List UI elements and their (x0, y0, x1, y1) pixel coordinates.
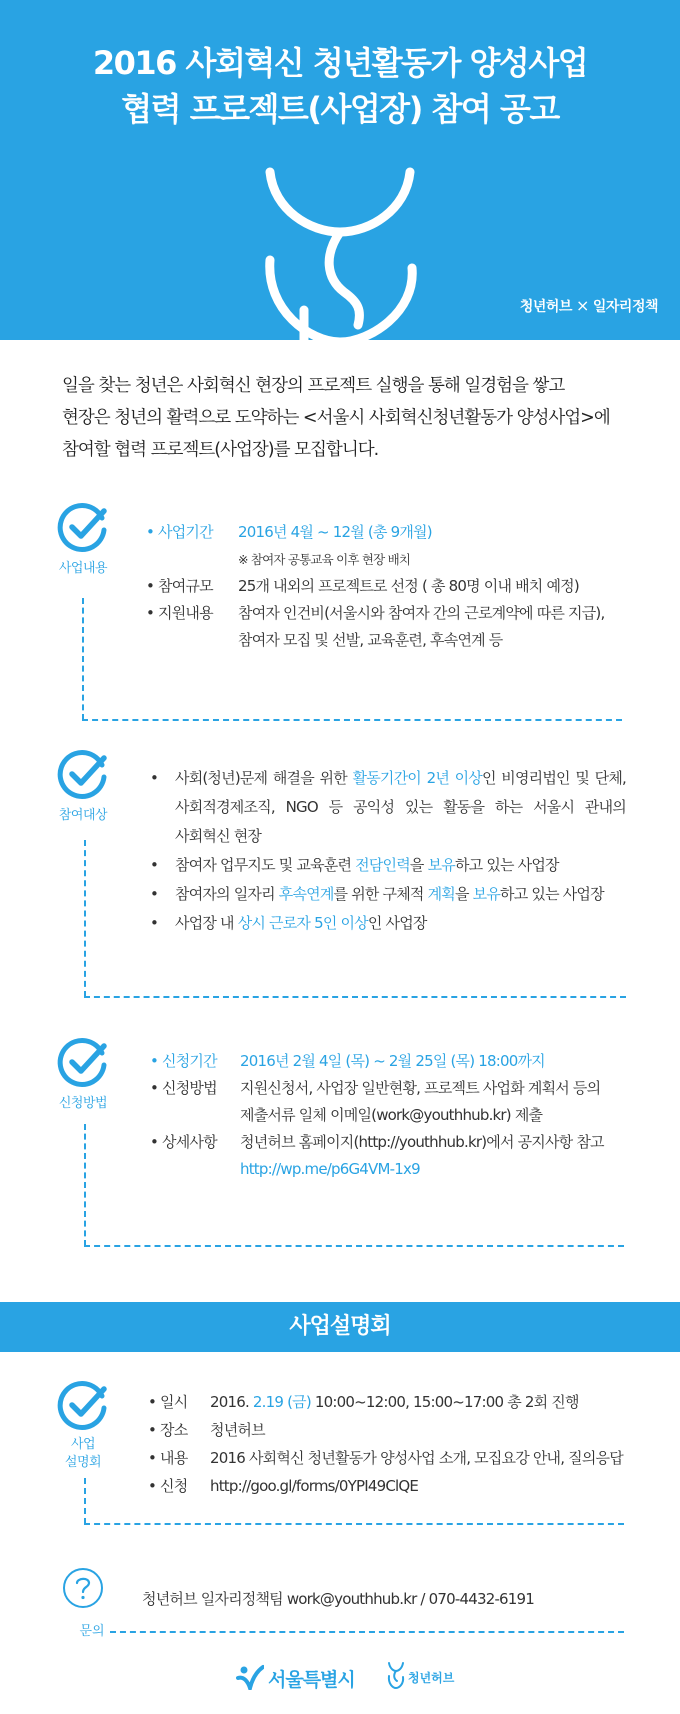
row-key: 신청기간 (162, 1052, 217, 1070)
briefing-row-content: • 내용 2016 사회혁신 청년활동가 양성사업 소개, 모집요강 안내, 질의응답 (148, 1444, 648, 1472)
row-value: 2016년 4월 ~ 12월 (총 9개월) (238, 523, 432, 541)
apply-rows (150, 1048, 650, 1183)
title-line-2: 협력 프로젝트(사업장) 참여 공고 (121, 90, 559, 128)
apply-section-icon (50, 1035, 116, 1113)
target-section-icon (50, 747, 116, 825)
list-item: • 사업장 내 상시 근로자 5인 이상인 사업장 (150, 914, 427, 932)
business-rows (146, 519, 646, 654)
section-label: 사업 설명회 (64, 1437, 102, 1470)
partner-x: × (575, 296, 589, 315)
question-circle-icon (61, 1566, 105, 1610)
row-value: 2016년 2월 4일 (목) ~ 2월 25일 (목) 18:00까지 (240, 1052, 545, 1070)
row-key: 장소 (160, 1421, 188, 1439)
section-label: 참여대상 (58, 808, 108, 823)
footer-logos (0, 1658, 680, 1698)
divider (82, 719, 622, 721)
row-value: 2016. 2.19 (금) 10:00~12:00, 15:00~17:00 총 2회 진행 (210, 1393, 579, 1411)
apply-row-method-cont: 제출서류 일체 이메일(work@youthhub.kr) 제출 (240, 1106, 543, 1124)
briefing-rows (148, 1388, 648, 1500)
divider (82, 598, 84, 720)
apply-row-period: • 신청기간 2016년 2월 4일 (목) ~ 2월 25일 (목) 18:00까지 (150, 1048, 650, 1075)
business-row-support: • 지원내용 참여자 인건비(서울시와 참여자 간의 근로계약에 따른 지급), (146, 600, 646, 627)
contact-section-icon (50, 1566, 116, 1610)
section-label: 문의 (79, 1624, 105, 1639)
row-value: 지원신청서, 사업장 일반현황, 프로젝트 사업화 계획서 등의 (240, 1079, 601, 1097)
row-value: 청년허브 (210, 1421, 265, 1439)
business-row-support-cont: 참여자 모집 및 선발, 교육훈련, 후속연계 등 (238, 631, 503, 649)
intro-line: 현장은 청년의 활력으로 도약하는 <서울시 사회혁신청년활동가 양성사업>에 (62, 408, 610, 428)
row-value: 2016 사회혁신 청년활동가 양성사업 소개, 모집요강 안내, 질의응답 (210, 1449, 623, 1467)
partner-job-policy: 일자리정책 (592, 299, 658, 315)
list-item: • 사회(청년)문제 해결을 위한 활동기간이 2년 이상인 비영리법인 및 단체, 사회적경제조직, NGO 등 공익성 있는 활동을 하는 서울시 관내의 사회혁신 현장 (150, 769, 626, 845)
seoul-logo-icon (236, 1664, 264, 1690)
partner-youthhub: 청년허브 (519, 299, 572, 315)
apply-row-detail: • 상세사항 청년허브 홈페이지(http://youthhub.kr)에서 공지사항 참고 (150, 1129, 650, 1156)
row-value: 참여자 인건비(서울시와 참여자 간의 근로계약에 따른 지급), (238, 604, 605, 622)
row-key: 내용 (160, 1449, 188, 1467)
hero-banner (0, 0, 680, 340)
list-item: • 참여자 업무지도 및 교육훈련 전담인력을 보유하고 있는 사업장 (150, 856, 559, 874)
section-label: 사업내용 (58, 561, 108, 576)
row-value: 25개 내외의 프로젝트로 선정 ( 총 80명 이내 배치 예정) (238, 577, 579, 595)
divider (84, 1523, 624, 1525)
register-link[interactable]: http://goo.gl/forms/0YPI49ClQE (210, 1477, 419, 1495)
business-row-note: ※ 참여자 공통교육 이후 현장 배치 (238, 552, 411, 567)
divider (84, 996, 626, 998)
divider (84, 1478, 86, 1524)
page-title (0, 40, 680, 132)
youthhub-logo-icon (386, 1660, 406, 1690)
check-circle-icon (56, 500, 110, 554)
list-item: • 참여자의 일자리 후속연계를 위한 구체적 계획을 보유하고 있는 사업장 (150, 885, 604, 903)
apply-row-method: • 신청방법 지원신청서, 사업장 일반현황, 프로젝트 사업화 계획서 등의 (150, 1075, 650, 1102)
row-key: 신청 (160, 1477, 188, 1495)
contact-info: 청년허브 일자리정책팀 work@youthhub.kr / 070-4432-6191 (142, 1590, 535, 1608)
row-key: 참여규모 (158, 577, 213, 595)
business-row-scale: • 참여규모 25개 내외의 프로젝트로 선정 ( 총 80명 이내 배치 예정) (146, 573, 646, 600)
divider (84, 840, 86, 997)
briefing-row-date: • 일시 2016. 2.19 (금) 10:00~12:00, 15:00~17:00 총 2회 진행 (148, 1388, 648, 1416)
partner-logos (520, 296, 658, 316)
intro-line: 참여할 협력 프로젝트(사업장)를 모집합니다. (62, 440, 379, 460)
row-key: 지원내용 (158, 604, 213, 622)
row-key: 상세사항 (162, 1133, 217, 1151)
briefing-row-register: • 신청 http://goo.gl/forms/0YPI49ClQE (148, 1472, 648, 1500)
row-key: 일시 (160, 1393, 188, 1411)
seoul-logo: 서울특별시 (236, 1664, 355, 1692)
section-label: 신청방법 (58, 1096, 108, 1111)
briefing-section-icon (50, 1378, 116, 1472)
check-circle-icon (56, 1378, 110, 1432)
youthhub-logo: 청년허브 (386, 1660, 454, 1690)
notice-link[interactable]: http://wp.me/p6G4VM-1x9 (240, 1160, 420, 1178)
briefing-band: 사업설명회 (0, 1302, 680, 1352)
youth-figure-icon (240, 160, 440, 340)
title-line-1: 2016 사회혁신 청년활동가 양성사업 (92, 44, 588, 82)
divider (110, 1631, 624, 1633)
divider (84, 1124, 86, 1246)
row-key: 사업기간 (158, 523, 213, 541)
target-list (150, 764, 626, 938)
business-section-icon (50, 500, 116, 578)
check-circle-icon (56, 747, 110, 801)
row-key: 신청방법 (162, 1079, 217, 1097)
intro-line: 일을 찾는 청년은 사회혁신 현장의 프로젝트 실행을 통해 일경험을 쌓고 (62, 376, 565, 396)
divider (84, 1245, 624, 1247)
briefing-row-place: • 장소 청년허브 (148, 1416, 648, 1444)
apply-row-link (150, 1156, 650, 1183)
check-circle-icon (56, 1035, 110, 1089)
row-value: 청년허브 홈페이지(http://youthhub.kr)에서 공지사항 참고 (240, 1133, 604, 1151)
business-row-period: • 사업기간 2016년 4월 ~ 12월 (총 9개월) (146, 519, 646, 546)
intro-text (62, 370, 626, 466)
